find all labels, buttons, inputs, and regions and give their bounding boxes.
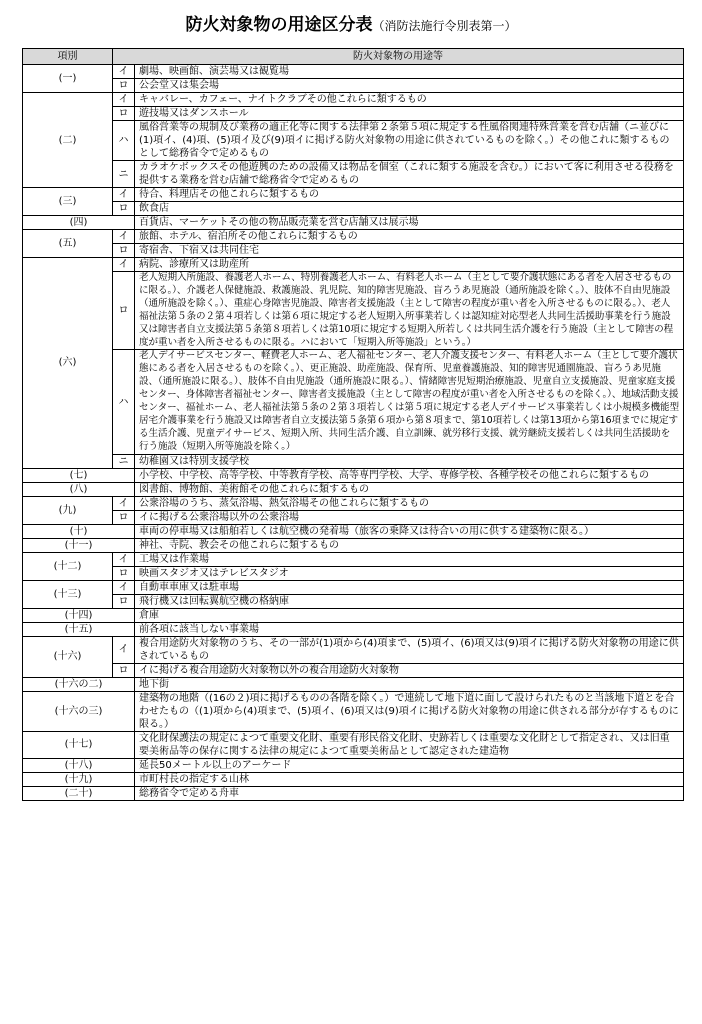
usage-cell: 地下街: [135, 677, 684, 691]
table-row: [23, 691, 684, 731]
subcategory-cell: ロ: [113, 510, 135, 524]
usage-cell: 車両の停車場又は船舶若しくは航空機の発着場（旅客の乗降又は待合いの用に供する建築物に限る。）: [135, 524, 684, 538]
table-row: [23, 65, 684, 79]
table-row: [23, 663, 684, 677]
usage-cell: 文化財保護法の規定によつて重要文化財、重要有形民俗文化財、史跡若しくは重要な文化財として指定され、又は旧重要美術品等の保存に関する法律の規定によつて重要美術品として認定された建造物: [135, 731, 684, 758]
table-row: [23, 580, 684, 594]
usage-cell: 建築物の地階（(16の２)項に掲げるものの各階を除く。）で連続して地下道に面して設けられたものと当該地下道とを合わせたもの（(1)項から(4)項まで、(5)項イ、(6)項又は(9)項イに掲げる防火対象物の用途に供される部分が存するものに限る。）: [135, 691, 684, 731]
category-cell: (十六): [23, 636, 113, 677]
subcategory-cell: ロ: [113, 594, 135, 608]
table-row: [23, 622, 684, 636]
table-row: [23, 772, 684, 786]
usage-cell: 老人短期入所施設、養護老人ホーム、特別養護老人ホーム、有料老人ホーム（主として要介護状態にある者を入居させるものに限る。）、介護老人保健施設、救護施設、乳児院、知的障害児施設、盲ろうあ児施設（通所施設を除く。）、肢体不自由児施設（通所施設を除く。）、重症心身障害児施設、障害者支援施設（主として障害の程度が重い者を入所させるものに限る。）、老人福祉法第５条の２第４項若しくは第６項に規定する老人短期入所事業若しくは認知症対応型老人共同生活援助事業を行う施設又は障害者自立支援法第５条第８項若しくは第10項に規定する短期入所若しくは共同生活介護を行う施設（主として障害の程度が重い者を入所させるものに限る。ハにおいて「短期入所等施設」という。）: [135, 272, 684, 350]
usage-cell: 前各項に該当しない事業場: [135, 622, 684, 636]
usage-cell: 劇場、映画館、演芸場又は観覧場: [135, 65, 684, 79]
subcategory-cell: ハ: [113, 121, 135, 161]
subcategory-cell: ロ: [113, 244, 135, 258]
category-cell: (十六の三): [23, 691, 135, 731]
usage-cell: イに掲げる公衆浴場以外の公衆浴場: [135, 510, 684, 524]
category-cell: (十二): [23, 552, 113, 580]
table-row: [23, 552, 684, 566]
usage-cell: 総務省令で定める舟車: [135, 786, 684, 800]
category-cell: (十九): [23, 772, 135, 786]
table-row: [23, 758, 684, 772]
category-cell: (十四): [23, 608, 135, 622]
usage-cell: 神社、寺院、教会その他これらに類するもの: [135, 538, 684, 552]
table-row: [23, 350, 684, 454]
subcategory-cell: イ: [113, 552, 135, 566]
page-title: [0, 10, 702, 35]
usage-cell: 遊技場又はダンスホール: [135, 107, 684, 121]
table-row: [23, 636, 684, 663]
table-row: [23, 538, 684, 552]
category-cell: (十一): [23, 538, 135, 552]
subcategory-cell: イ: [113, 93, 135, 107]
usage-cell: 老人デイサービスセンター、軽費老人ホーム、老人福祉センター、老人介護支援センター、有料老人ホーム（主として要介護状態にある者を入居させるものを除く。）、更正施設、助産施設、保育所、児童養護施設、知的障害児通園施設、盲ろうあ児施設、（通所施設に限る。）、肢体不自由児施設（通所施設に限る。）、情緒障害児短期治療施設、児童自立支援施設、児童家庭支援センター、身体障害者福祉センター、障害者支援施設（主として障害の程度が重い者を入所させるものを除く。）、地域活動支援センター、福祉ホーム、老人福祉法第５条の２第３項若しくは第５項に規定する老人デイサービス事業若しくは小規模多機能型居宅介護事業を行う施設又は障害者自立支援法第５条第６項から第８項まで、第10項若しくは第13項から第16項までに規定する生活介護、児童デイサービス、短期入所、共同生活介護、自立訓練、就労移行支援、就労継続支援若しくは共同生活援助を行う施設（短期入所等施設を除く。）: [135, 350, 684, 454]
category-cell: (八): [23, 482, 135, 496]
category-cell: (十八): [23, 758, 135, 772]
table-row: [23, 93, 684, 107]
usage-cell: 飛行機又は回転翼航空機の格納庫: [135, 594, 684, 608]
table-row: [23, 188, 684, 202]
category-cell: (九): [23, 496, 113, 524]
usage-cell: 幼稚園又は特別支援学校: [135, 454, 684, 468]
usage-cell: 旅館、ホテル、宿泊所その他これらに類するもの: [135, 230, 684, 244]
table-row: [23, 216, 684, 230]
subcategory-cell: ロ: [113, 566, 135, 580]
title-main: 防火対象物の用途区分表: [185, 15, 373, 35]
usage-cell: 公衆浴場のうち、蒸気浴場、熱気浴場その他これらに類するもの: [135, 496, 684, 510]
category-cell: (十六の二): [23, 677, 135, 691]
subcategory-cell: ロ: [113, 272, 135, 350]
subcategory-cell: イ: [113, 496, 135, 510]
usage-table: [22, 48, 684, 801]
category-cell: (二): [23, 93, 113, 188]
subcategory-cell: イ: [113, 65, 135, 79]
category-cell: (十): [23, 524, 135, 538]
usage-cell: 待合、料理店その他これらに類するもの: [135, 188, 684, 202]
usage-cell: 百貨店、マーケットその他の物品販売業を営む店舗又は展示場: [135, 216, 684, 230]
category-cell: (六): [23, 258, 113, 469]
usage-cell: 寄宿舎、下宿又は共同住宅: [135, 244, 684, 258]
usage-cell: キャバレー、カフェー、ナイトクラブその他これらに類するもの: [135, 93, 684, 107]
table-row: [23, 482, 684, 496]
subcategory-cell: イ: [113, 258, 135, 272]
category-cell: (十五): [23, 622, 135, 636]
table-row: [23, 161, 684, 188]
category-cell: (二十): [23, 786, 135, 800]
subcategory-cell: イ: [113, 580, 135, 594]
table-row: [23, 594, 684, 608]
table-row: [23, 524, 684, 538]
table-row: [23, 454, 684, 468]
table-row: [23, 202, 684, 216]
usage-cell: 飲食店: [135, 202, 684, 216]
usage-cell: 映画スタジオ又はテレビスタジオ: [135, 566, 684, 580]
subcategory-cell: イ: [113, 230, 135, 244]
subcategory-cell: ニ: [113, 454, 135, 468]
table-row: [23, 510, 684, 524]
table-row: [23, 566, 684, 580]
usage-cell: カラオケボックスその他遊興のための設備又は物品を個室（これに類する施設を含む。）において客に利用させる役務を提供する業務を営む店舗で総務省令で定めるもの: [135, 161, 684, 188]
table-row: [23, 230, 684, 244]
header-category: 項別: [23, 49, 113, 65]
usage-cell: 工場又は作業場: [135, 552, 684, 566]
usage-cell: 公会堂又は集会場: [135, 79, 684, 93]
table-row: [23, 608, 684, 622]
subcategory-cell: イ: [113, 188, 135, 202]
title-subtitle: （消防法施行令別表第一）: [372, 19, 517, 33]
usage-cell: 倉庫: [135, 608, 684, 622]
table-row: [23, 786, 684, 800]
category-cell: (一): [23, 65, 113, 93]
usage-cell: 市町村長の指定する山林: [135, 772, 684, 786]
table-row: [23, 731, 684, 758]
table-row: [23, 468, 684, 482]
category-cell: (四): [23, 216, 135, 230]
subcategory-cell: ロ: [113, 202, 135, 216]
category-cell: (七): [23, 468, 135, 482]
usage-cell: 自動車車庫又は駐車場: [135, 580, 684, 594]
usage-cell: 図書館、博物館、美術館その他これらに類するもの: [135, 482, 684, 496]
usage-cell: 複合用途防火対象物のうち、その一部が(1)項から(4)項まで、(5)項イ、(6)項又は(9)項イに掲げる防火対象物の用途に供されているもの: [135, 636, 684, 663]
table-row: [23, 244, 684, 258]
usage-cell: 延長50メートル以上のアーケード: [135, 758, 684, 772]
usage-cell: 病院、診療所又は助産所: [135, 258, 684, 272]
subcategory-cell: ニ: [113, 161, 135, 188]
usage-cell: 風俗営業等の規制及び業務の適正化等に関する法律第２条第５項に規定する性風俗関連特殊営業を営む店舗（ニ並びに(1)項イ、(4)項、(5)項イ及び(9)項イに掲げる防火対象物の用途に供されているものを除く。）その他これに類するものとして総務省令で定めるもの: [135, 121, 684, 161]
category-cell: (三): [23, 188, 113, 216]
header-usage: 防火対象物の用途等: [113, 49, 684, 65]
subcategory-cell: ロ: [113, 79, 135, 93]
table-row: [23, 496, 684, 510]
table-row: [23, 272, 684, 350]
subcategory-cell: ロ: [113, 107, 135, 121]
table-row: [23, 258, 684, 272]
table-row: [23, 79, 684, 93]
category-cell: (十七): [23, 731, 135, 758]
subcategory-cell: ロ: [113, 663, 135, 677]
subcategory-cell: イ: [113, 636, 135, 663]
table-row: [23, 677, 684, 691]
subcategory-cell: ハ: [113, 350, 135, 454]
category-cell: (十三): [23, 580, 113, 608]
category-cell: (五): [23, 230, 113, 258]
table-header-row: [23, 49, 684, 65]
usage-cell: イに掲げる複合用途防火対象物以外の複合用途防火対象物: [135, 663, 684, 677]
table-row: [23, 121, 684, 161]
table-row: [23, 107, 684, 121]
usage-cell: 小学校、中学校、高等学校、中等教育学校、高等専門学校、大学、専修学校、各種学校その他これらに類するもの: [135, 468, 684, 482]
